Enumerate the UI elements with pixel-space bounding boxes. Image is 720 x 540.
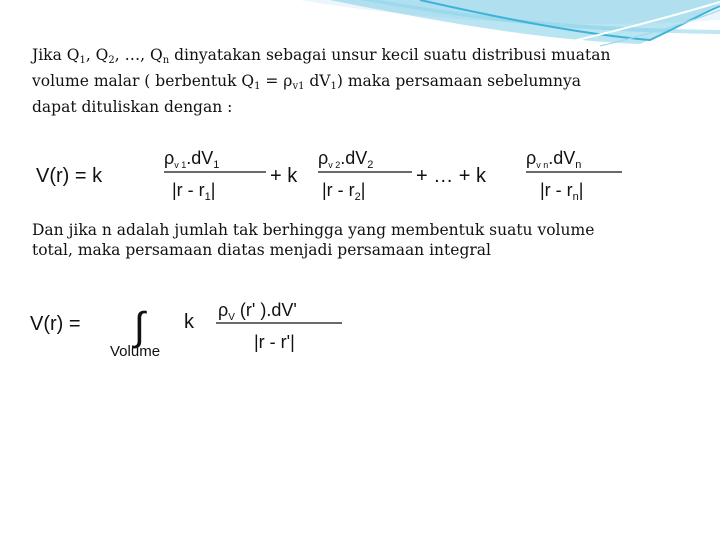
term2-denominator: $|r - r_2|$ xyxy=(322,180,366,203)
integral-line-1: Dan jika n adalah jumlah tak berhingga yang membentuk suatu volume xyxy=(32,221,595,239)
integral-numerator: $\rho_V$ (r' ).dV' xyxy=(218,300,297,323)
integral-k: k xyxy=(184,311,194,333)
intro-line-3: dapat dituliskan dengan : xyxy=(32,98,233,116)
sum-equation-lhs: V(r) = k xyxy=(36,165,103,187)
term2-numerator: $\rho_{v 2}.dV_2$ xyxy=(318,148,374,171)
integral-denominator: |r - r'| xyxy=(254,332,295,352)
integral-equation-lhs: V(r) = xyxy=(30,313,81,335)
integral-equation xyxy=(26,290,356,370)
intro-line-1: Jika $Q_1$, $Q_2$, …, $Q_n$ dinyatakan sebagai unsur kecil suatu distribusi muatan xyxy=(32,46,611,66)
plus-ellipsis-k: + … + k xyxy=(416,165,487,187)
integral-line-2: total, maka persamaan diatas menjadi persamaan integral xyxy=(32,241,491,259)
integral-paragraph xyxy=(32,220,672,260)
sum-equation xyxy=(30,140,630,210)
integral-limit-volume: Volume xyxy=(110,343,161,360)
term1-denominator: $|r - r_1|$ xyxy=(172,180,216,203)
plus-k-1: + k xyxy=(270,165,298,187)
term3-numerator: $\rho_{v n}.dV_n$ xyxy=(526,148,582,171)
intro-line-2: volume malar ( berbentuk $Q_1 = \rho_{v1}$ $dV_1$) maka persamaan sebelumnya xyxy=(32,72,581,92)
integral-sign: ∫ xyxy=(134,305,145,349)
intro-paragraph xyxy=(32,45,672,117)
term1-numerator: $\rho_{v 1}.dV_1$ xyxy=(164,148,220,171)
term3-denominator: $|r - r_n|$ xyxy=(540,180,584,203)
